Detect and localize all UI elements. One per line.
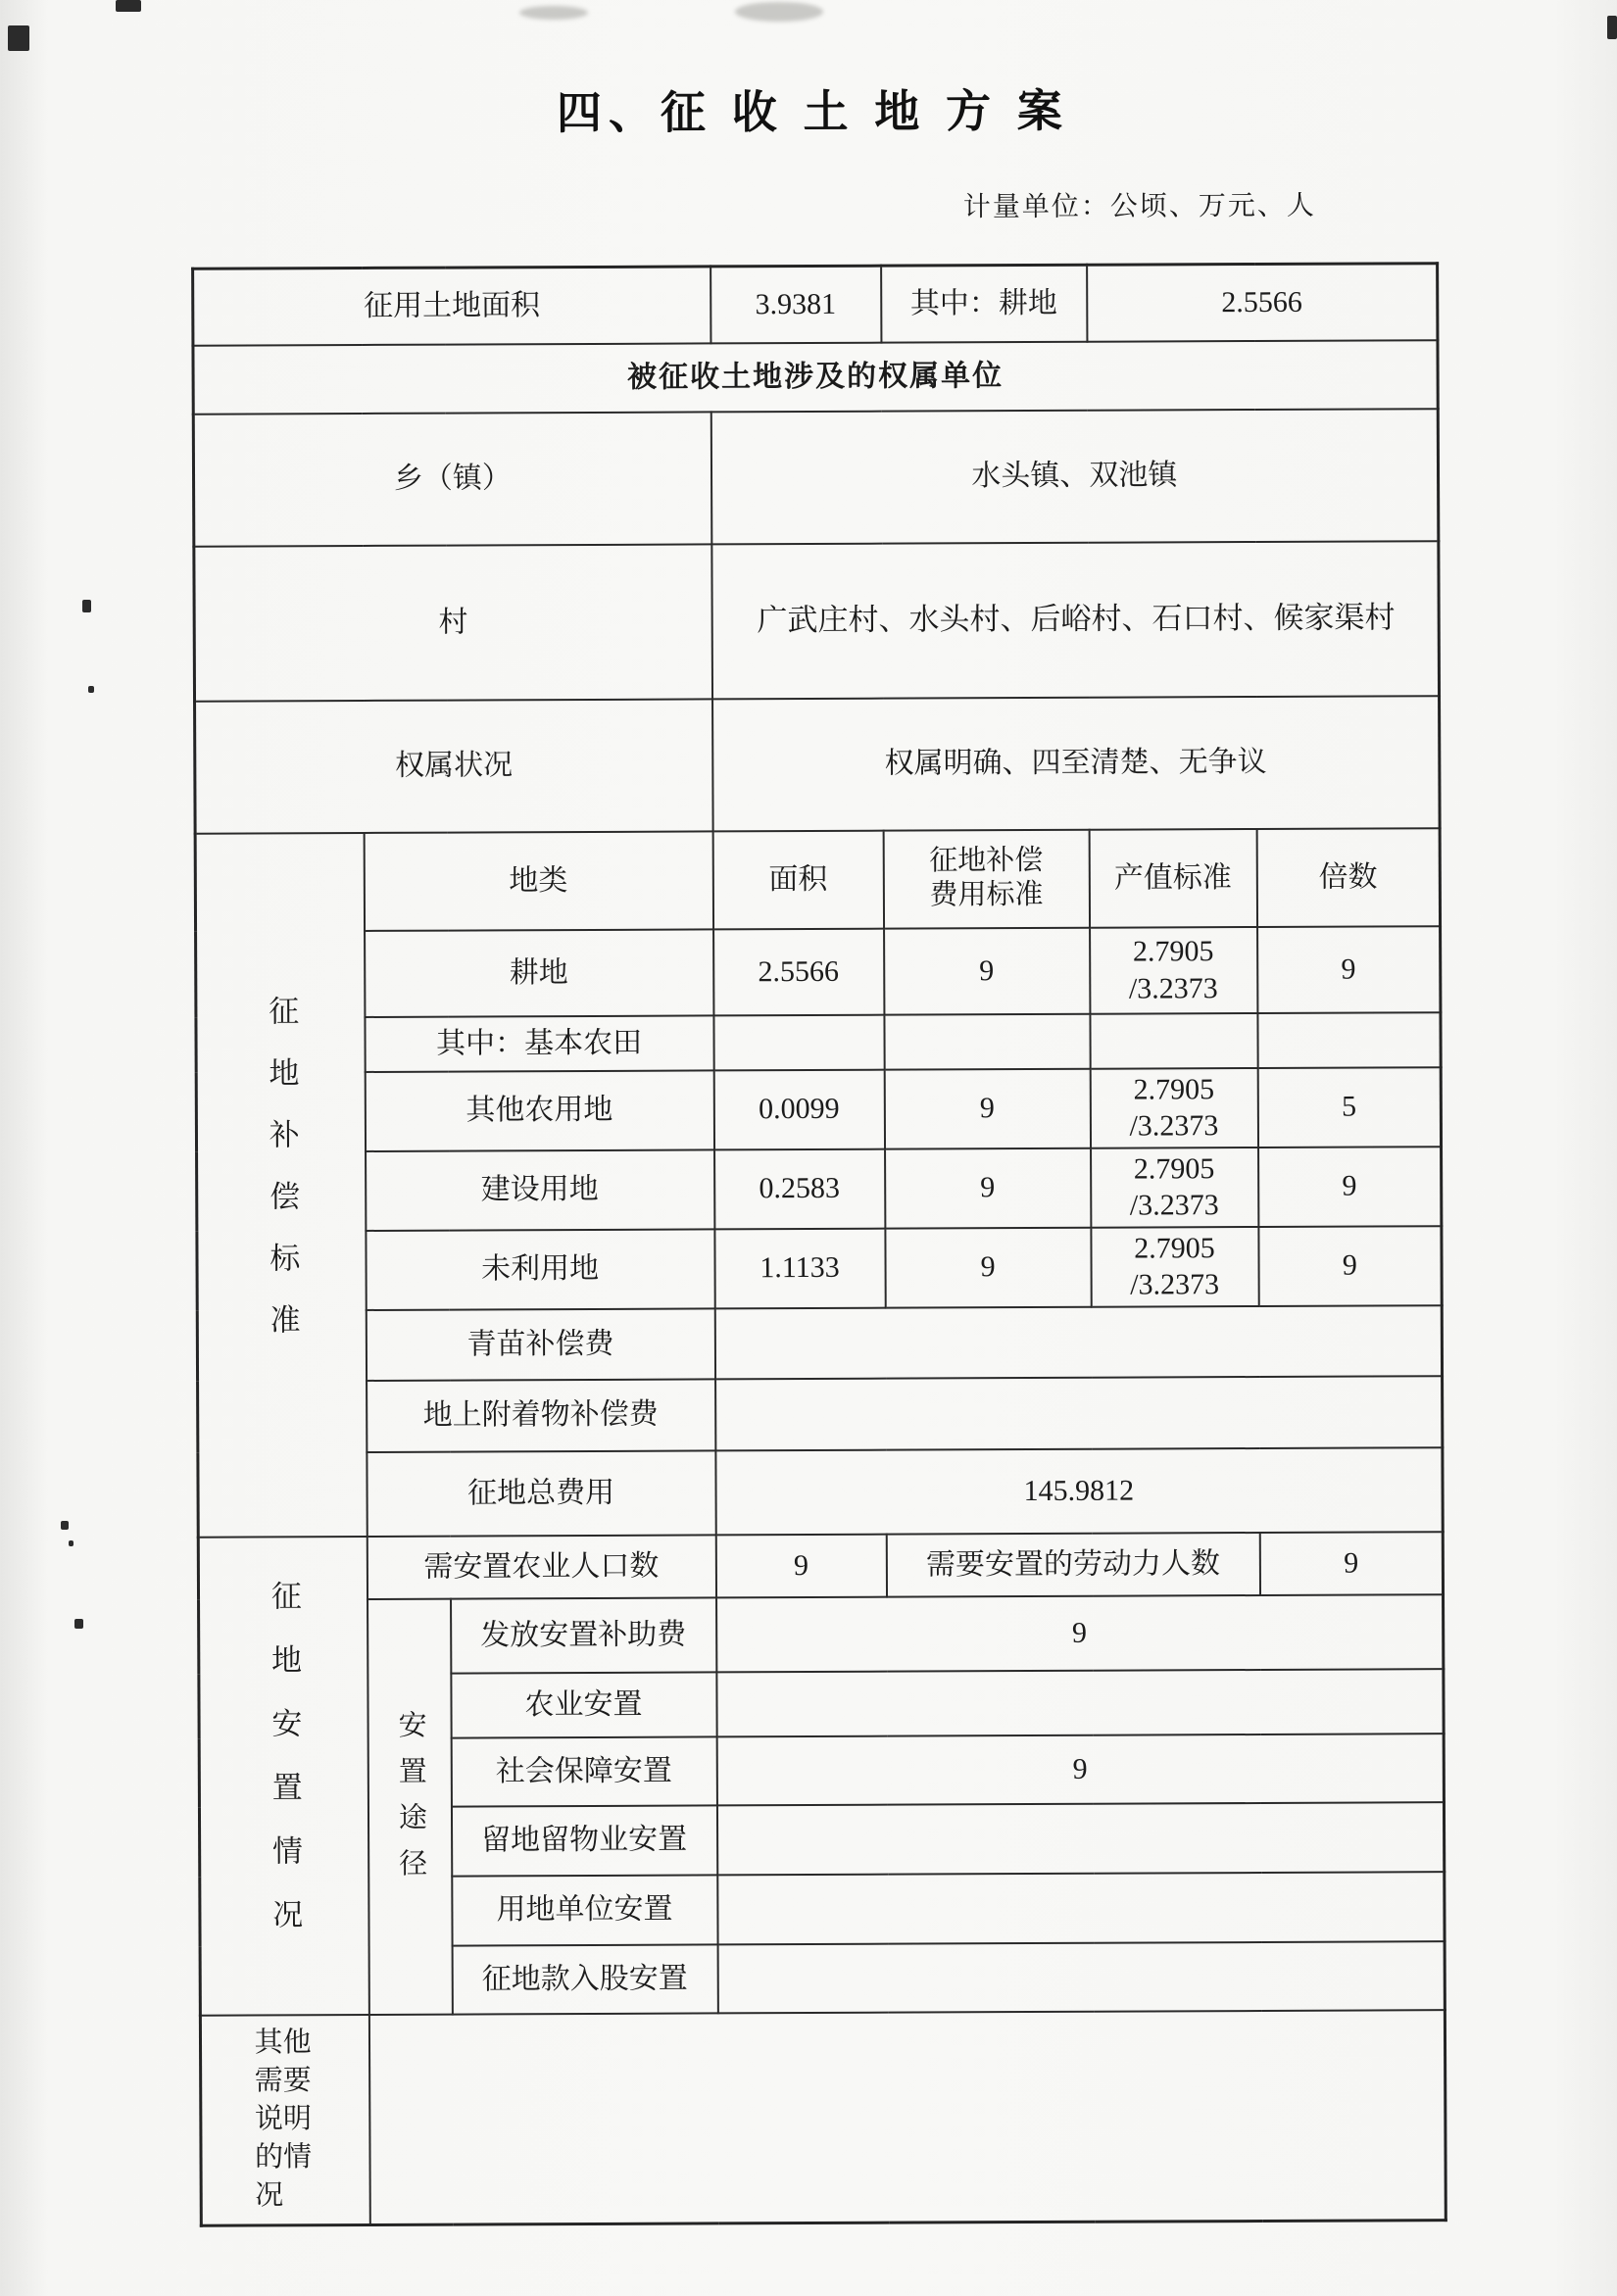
attachments-compensation-label: 地上附着物补偿费	[367, 1379, 715, 1452]
seedling-compensation-label: 青苗补偿费	[366, 1308, 714, 1381]
multiple-value: 5	[1257, 1067, 1441, 1148]
value-standard-value: 2.7905 /3.2373	[1090, 1068, 1257, 1148]
table-row	[196, 926, 1441, 1018]
land-type-label: 其他农用地	[365, 1070, 713, 1151]
table-row	[198, 1532, 1443, 1600]
value-standard-value	[1090, 1013, 1257, 1069]
total-cost-label: 征地总费用	[367, 1450, 715, 1537]
channel-value: 9	[716, 1734, 1444, 1805]
ownership-status-label: 权属状况	[195, 699, 713, 833]
total-cost-value: 145.9812	[715, 1447, 1443, 1535]
table-row	[198, 1376, 1443, 1453]
channel-value	[716, 1802, 1444, 1875]
channel-value	[716, 1669, 1444, 1736]
table-row	[195, 696, 1441, 834]
scan-speck	[1607, 16, 1617, 39]
area-value: 1.1133	[714, 1228, 885, 1308]
labor-count-value: 9	[1259, 1532, 1443, 1595]
compensation-section-vertical-text: 征地补偿标准	[264, 995, 300, 1366]
channel-label: 社会保障安置	[451, 1736, 716, 1806]
village-value: 广武庄村、水头村、后峪村、石口村、候家渠村	[711, 541, 1440, 699]
land-area-value: 3.9381	[710, 266, 881, 343]
scan-speck	[8, 25, 29, 51]
scan-speck	[74, 1619, 83, 1629]
fee-standard-header-text: 征地补偿费用标准	[929, 845, 1044, 911]
value-standard-value: 2.7905 /3.2373	[1090, 927, 1257, 1014]
fee-standard-value	[884, 1013, 1090, 1069]
table-row	[196, 1067, 1441, 1152]
ownership-section-header: 被征收土地涉及的权属单位	[193, 340, 1438, 415]
other-remarks-label	[200, 2014, 369, 2225]
table-row	[197, 1147, 1442, 1232]
value-standard-value: 2.7905 /3.2373	[1091, 1148, 1258, 1228]
table-row	[193, 409, 1439, 547]
area-value: 0.2583	[714, 1148, 885, 1229]
column-header-area: 面积	[712, 830, 883, 929]
ownership-status-value: 权属明确、四至清楚、无争议	[712, 696, 1441, 831]
channel-column-label	[368, 1598, 453, 2014]
agri-population-label: 需安置农业人口数	[367, 1535, 715, 1599]
scan-smudge	[519, 6, 588, 20]
page-title: 四、征 收 土 地 方 案	[556, 84, 1069, 139]
fee-standard-value: 9	[884, 927, 1090, 1014]
area-value	[713, 1014, 884, 1070]
cultivated-value: 2.5566	[1087, 264, 1438, 342]
table-row	[193, 340, 1438, 415]
scan-speck	[116, 0, 141, 12]
channel-label: 发放安置补助费	[451, 1597, 716, 1673]
table-row	[200, 2010, 1446, 2226]
resettlement-section-vertical-text: 征地安置情况	[266, 1580, 303, 1963]
multiple-value	[1257, 1012, 1441, 1068]
table-row	[198, 1447, 1443, 1538]
cultivated-label: 其中：耕地	[881, 265, 1087, 342]
channel-vertical-text: 安置途径	[394, 1709, 427, 1894]
table-row	[195, 828, 1440, 932]
table-row	[196, 1012, 1441, 1073]
other-remarks-label-text: 其他需要说明的情况	[254, 2027, 313, 2212]
land-type-label: 建设用地	[366, 1149, 714, 1231]
measurement-unit-note: 计量单位：公顷、万元、人	[962, 190, 1316, 223]
scan-speck	[88, 686, 94, 693]
township-label: 乡（镇）	[193, 412, 711, 546]
channel-value	[717, 1941, 1445, 2013]
column-header-multiple: 倍数	[1256, 828, 1440, 927]
township-value: 水头镇、双池镇	[710, 409, 1439, 544]
channel-value	[717, 1872, 1445, 1944]
document-table	[191, 262, 1447, 2227]
land-area-label: 征用土地面积	[193, 267, 710, 345]
land-type-label: 其中：基本农田	[365, 1015, 713, 1072]
scan-speck	[69, 1540, 74, 1546]
table-row	[197, 1226, 1442, 1311]
agri-population-value: 9	[715, 1534, 886, 1597]
column-header-value-standard: 产值标准	[1089, 829, 1256, 928]
resettlement-section-label	[198, 1536, 368, 2015]
village-label: 村	[194, 544, 712, 701]
seedling-compensation-value	[714, 1305, 1442, 1379]
channel-value: 9	[716, 1594, 1444, 1672]
attachments-compensation-value	[715, 1376, 1443, 1450]
column-header-fee-standard	[883, 829, 1089, 928]
column-header-land-type: 地类	[364, 831, 712, 931]
value-standard-value: 2.7905 /3.2373	[1091, 1227, 1258, 1307]
table-row	[197, 1305, 1442, 1382]
table-row	[193, 264, 1438, 346]
land-type-label: 未利用地	[366, 1229, 714, 1310]
scan-speck	[61, 1521, 69, 1530]
table-row	[194, 541, 1440, 702]
scan-smudge	[735, 2, 823, 22]
multiple-value: 9	[1257, 926, 1441, 1013]
other-remarks-value	[368, 2010, 1446, 2225]
channel-label: 征地款入股安置	[452, 1944, 717, 2014]
channel-label: 留地留物业安置	[451, 1805, 716, 1876]
fee-standard-value: 9	[884, 1068, 1090, 1148]
area-value: 2.5566	[713, 928, 884, 1015]
fee-standard-value: 9	[885, 1148, 1091, 1228]
scan-speck	[82, 600, 91, 612]
fee-standard-value: 9	[885, 1227, 1091, 1307]
multiple-value: 9	[1258, 1147, 1442, 1227]
land-type-label: 耕地	[365, 929, 713, 1017]
labor-count-label: 需要安置的劳动力人数	[886, 1532, 1259, 1596]
compensation-section-label	[195, 832, 367, 1537]
multiple-value: 9	[1258, 1226, 1442, 1306]
table-row	[199, 1594, 1444, 1675]
channel-label: 用地单位安置	[452, 1875, 717, 1945]
channel-label: 农业安置	[451, 1672, 716, 1737]
area-value: 0.0099	[713, 1069, 884, 1149]
